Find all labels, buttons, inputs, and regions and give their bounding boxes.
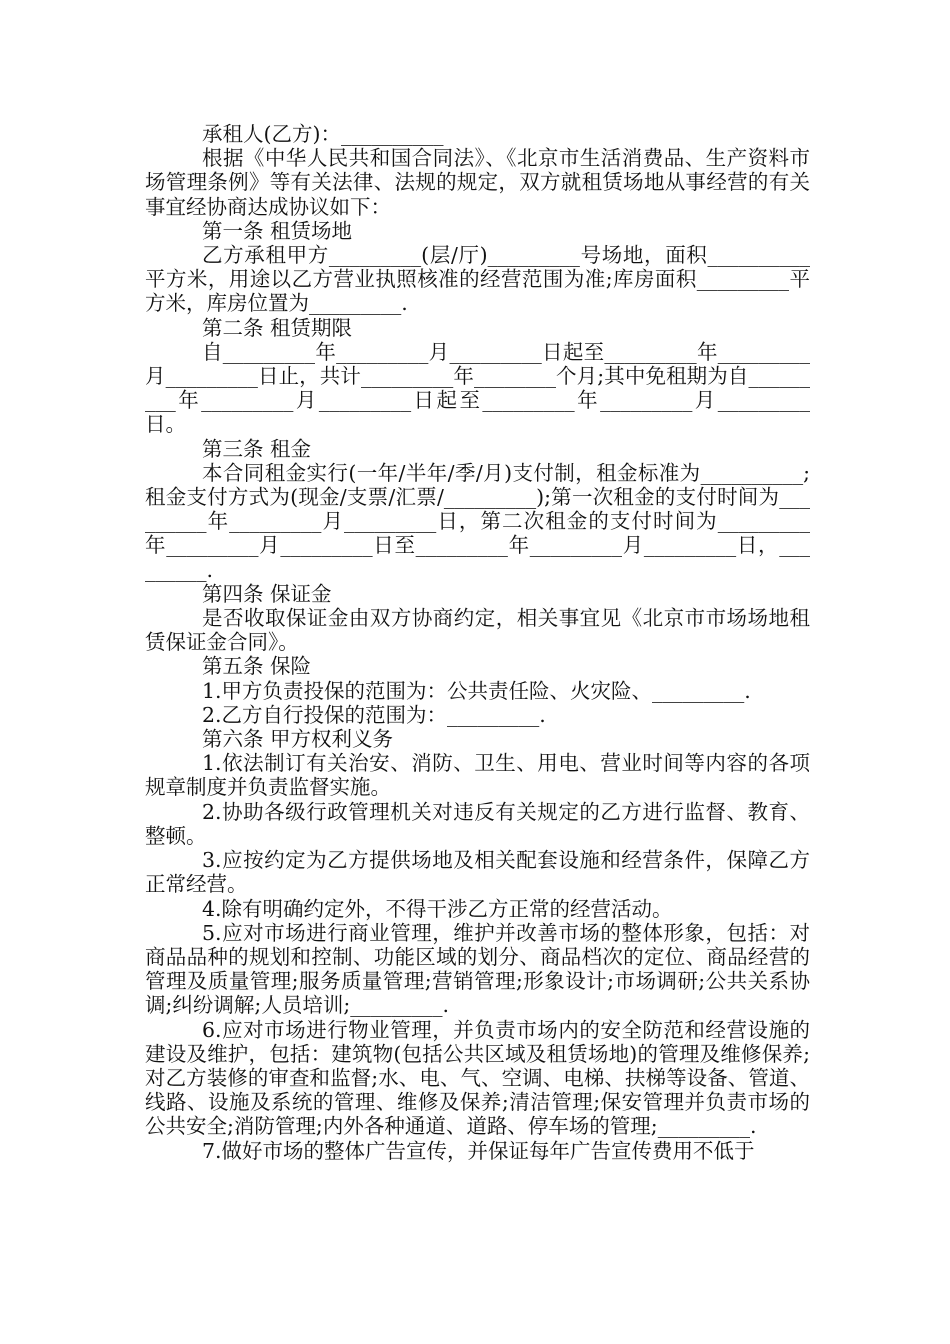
- article-6-item-2: 2.协助各级行政管理机关对违反有关规定的乙方进行监督、教育、整顿。: [145, 799, 810, 848]
- lessee-line: 承租人(乙方)：__________: [202, 122, 444, 146]
- article-6-item-1: 1.依法制订有关治安、消防、卫生、用电、营业时间等内容的各项规章制度并负责监督实施。: [145, 751, 810, 800]
- article-5-item-1: 1.甲方负责投保的范围为：公共责任险、火灾险、_________.: [202, 678, 751, 703]
- article-1-body: 乙方承租甲方_________(层/厅)_________号场地，面积__________平方米，用途以乙方营业执照核准的经营范围为准;库房面积_________平方米，库房位置为_________.: [145, 243, 810, 316]
- article-3-body: 本合同租金实行(一年/半年/季/月)支付制，租金标准为__________;租金支付方式为(现金/支票/汇票/_________);第一次租金的支付时间为_________年_________月_________日，第二次租金的支付时间为_________年_________月_________日至_________年_________月_________日，_________.: [145, 460, 810, 582]
- article-3-heading: 第三条 租金: [202, 436, 312, 461]
- article-4-body: 是否收取保证金由双方协商约定，相关事宜见《北京市市场场地租赁保证金合同》。: [145, 606, 810, 655]
- article-1-heading: 第一条 租赁场地: [202, 218, 353, 243]
- article-5-item-2: 2.乙方自行投保的范围为：_________.: [202, 702, 546, 727]
- article-6-heading: 第六条 甲方权利义务: [202, 727, 394, 752]
- article-6-item-6: 6.应对市场进行物业管理，并负责市场内的安全防范和经营设施的建设及维护，包括：建筑物(包括公共区域及租赁场地)的管理及维修保养;对乙方装修的审查和监督;水、电、气、空调、电梯、扶梯等设备、管道、线路、设施及系统的管理、维修及保养;清洁管理;保安管理并负责市场的公共安全;消防管理;内外各种通道、道路、停车场的管理;_________.: [145, 1017, 810, 1139]
- article-2-body: 自_________年_________月_________日起至_________年_________月_________日止，共计_________年________个月;其中免租期为自_________年_________月_________日起至_________年_________月_________日。: [145, 339, 810, 437]
- article-6-item-3: 3.应按约定为乙方提供场地及相关配套设施和经营条件，保障乙方正常经营。: [145, 848, 810, 897]
- article-4-heading: 第四条 保证金: [202, 581, 332, 606]
- preamble-paragraph: 根据《中华人民共和国合同法》、《北京市生活消费品、生产资料市场管理条例》等有关法律、法规的规定，双方就租赁场地从事经营的有关事宜经协商达成协议如下：: [145, 146, 810, 219]
- article-6-item-5: 5.应对市场进行商业管理，维护并改善市场的整体形象，包括：对商品品种的规划和控制、功能区域的划分、商品档次的定位、商品经营的管理及质量管理;服务质量管理;营销管理;形象设计;市场调研;公共关系协调;纠纷调解;人员培训;_________.: [145, 920, 810, 1018]
- article-5-heading: 第五条 保险: [202, 654, 312, 679]
- article-2-heading: 第二条 租赁期限: [202, 315, 353, 340]
- article-6-item-7: 7.做好市场的整体广告宣传，并保证每年广告宣传费用不低于: [202, 1138, 755, 1163]
- article-6-item-4: 4.除有明确约定外，不得干涉乙方正常的经营活动。: [202, 896, 673, 921]
- contract-document: [145, 122, 810, 1163]
